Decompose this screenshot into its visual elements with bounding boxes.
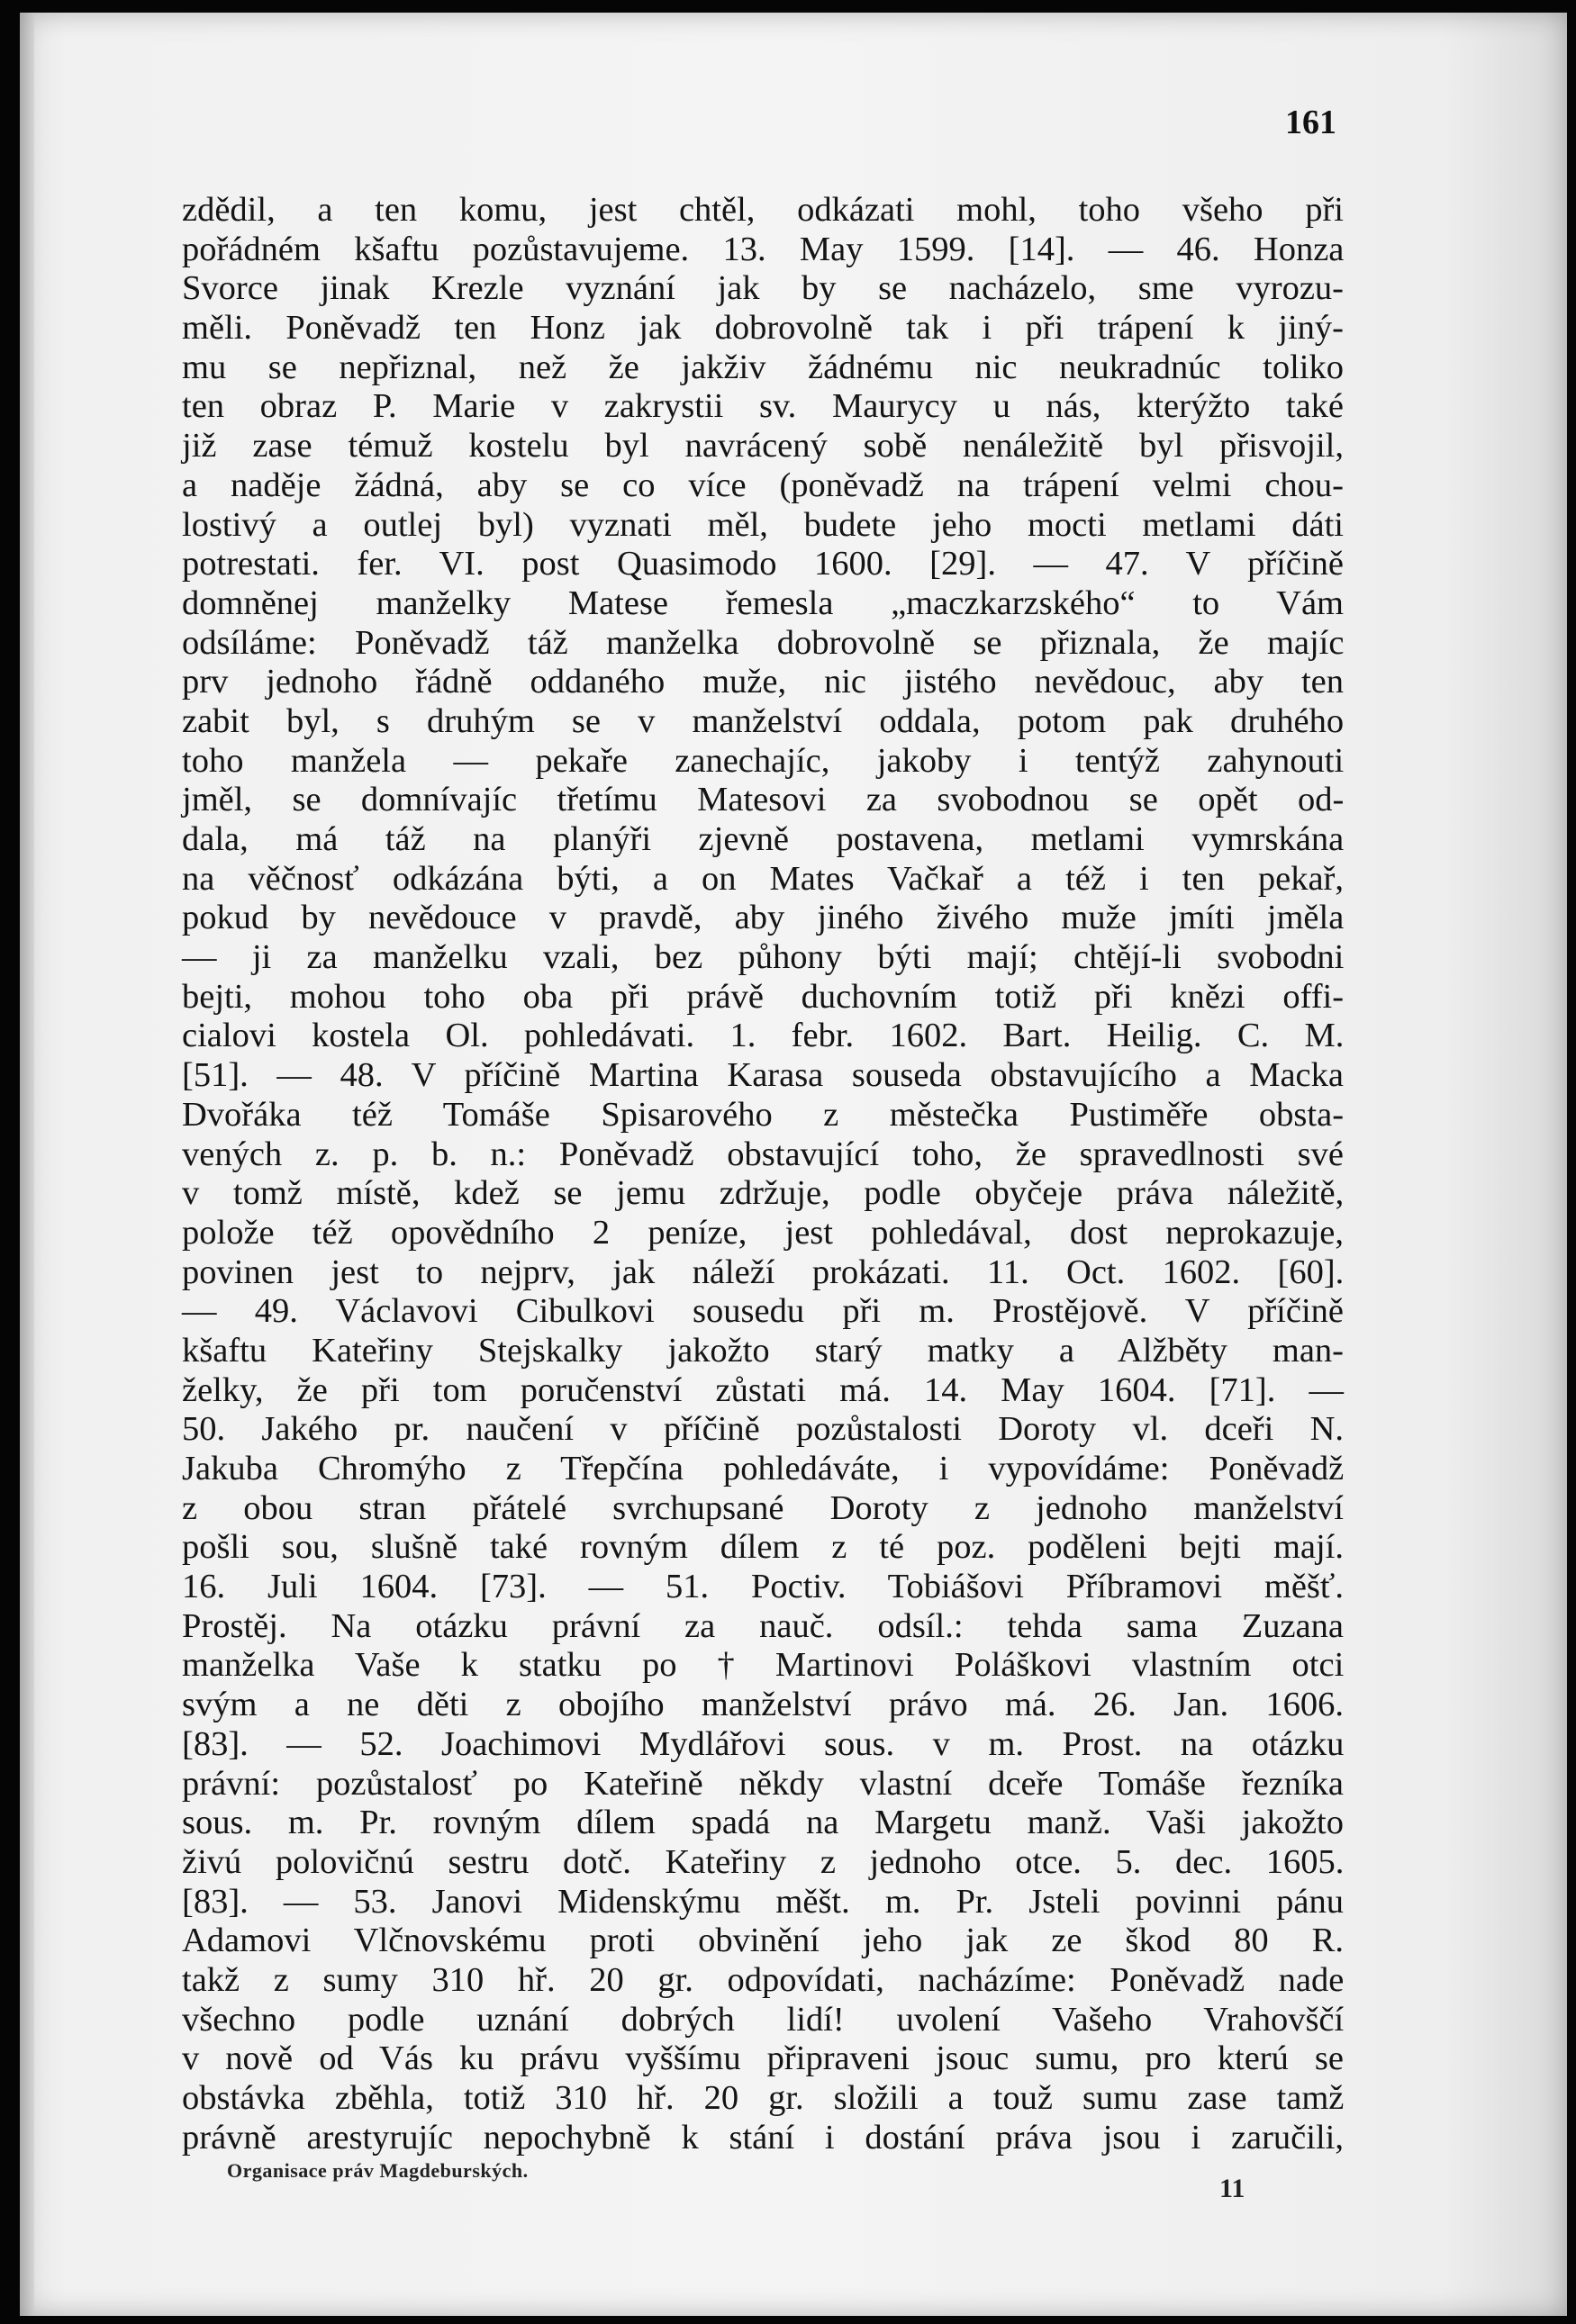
text-line: sous. m. Pr. rovným dílem spadá na Margetu manž. Vaši jakožto [182, 1804, 1344, 1842]
text-line: právní: pozůstalosť po Kateřině někdy vlastní dceře Tomáše řezníka [182, 1764, 1344, 1803]
text-line: všechno podle uznání dobrých lidí! uvolení Vašeho Vrahovščí [182, 2000, 1345, 2039]
text-line: želky, že při tom poručenství zůstati má. 14. May 1604. [71]. — [182, 1370, 1344, 1409]
text-line: na věčnosť odkázána býti, a on Mates Vačkař a též i ten pekař, [182, 859, 1344, 898]
text-line: obstávka zběhla, totiž 310 hř. 20 gr. složili a touž sumu zase tamž [182, 2079, 1345, 2117]
text-line: povinen jest to nejprv, jak náleží prokázati. 11. Oct. 1602. [60]. [182, 1252, 1345, 1291]
text-line: vených z. p. b. n.: Poněvadž obstavující toho, že spravedlnosti své [182, 1135, 1344, 1173]
text-line: — ji za manželku vzali, bez půhony býti mají; chtějí-li svobodni [182, 938, 1345, 977]
text-line: pokud by nevědouce v pravdě, aby jiného živého muže jmíti jměla [182, 899, 1345, 937]
text-line: domněnej manželky Matese řemesla „maczkarzského“ to Vám [182, 583, 1344, 622]
text-line: živú polovičnú sestru dotč. Kateřiny z jednoho otce. 5. dec. 1605. [182, 1842, 1345, 1881]
text-line: z obou stran přátelé svrchupsané Doroty z jednoho manželství [182, 1488, 1344, 1527]
text-line: Adamovi Vlčnovskému proti obvinění jeho jak ze škod 80 R. [182, 1922, 1344, 1960]
text-line: svým a ne děti z obojího manželství právo má. 26. Jan. 1606. [182, 1686, 1344, 1724]
body-text [182, 191, 1344, 2157]
text-line: manželka Vaše k statku po † Martinovi Poláškovi vlastním otci [182, 1646, 1345, 1685]
text-line: a naděje žádná, aby se co více (poněvadž na trápení velmi chou- [182, 466, 1344, 504]
text-line: Svorce jinak Krezle vyznání jak by se nacházelo, sme vyrozu- [182, 269, 1344, 308]
text-line: odsíláme: Poněvadž táž manželka dobrovolně se přiznala, že majíc [182, 623, 1345, 662]
text-line: lostivý a outlej byl) vyznati měl, budete jeho mocti metlami dáti [182, 505, 1345, 544]
text-line: mu se nepřiznal, než že jakživ žádnému nic neukradnúc toliko [182, 348, 1344, 386]
text-line: ten obraz P. Marie v zakrystii sv. Maurycy u nás, kterýžto také [182, 387, 1344, 426]
text-line: Jakuba Chromýho z Třepčína pohledáváte, i vypovídáme: Poněvadž [182, 1450, 1345, 1488]
text-line: [83]. — 53. Janovi Midenskýmu měšt. m. Pr. Jsteli povinni pánu [182, 1882, 1344, 1921]
text-line: kšaftu Kateřiny Stejskalky jakožto starý matky a Alžběty man- [182, 1331, 1344, 1370]
text-line: takž z sumy 310 hř. 20 gr. odpovídati, nacházíme: Poněvadž nade [182, 1960, 1345, 1999]
text-line: — 49. Václavovi Cibulkovi sousedu při m. Prostějově. V příčině [182, 1292, 1344, 1331]
page-edge-shadow [20, 13, 34, 2316]
text-line: [83]. — 52. Joachimovi Mydlářovi sous. v m. Prost. na otázku [182, 1724, 1345, 1763]
text-line: již zase témuž kostelu byl navrácený sobě nenáležitě byl přisvojil, [182, 427, 1344, 466]
text-line: dala, má táž na planýři zjevně postavena, metlami vymrskána [182, 820, 1345, 858]
text-line: zabit byl, s druhým se v manželství oddala, potom pak druhého [182, 701, 1345, 740]
text-line: potrestati. fer. VI. post Quasimodo 1600. [29]. — 47. V příčině [182, 545, 1344, 583]
text-line: měli. Poněvadž ten Honz jak dobrovolně tak i při trápení k jiný- [182, 309, 1344, 348]
text-line: [51]. — 48. V příčině Martina Karasa souseda obstavujícího a Macka [182, 1056, 1344, 1095]
text-line: právně arestyrujíc nepochybně k stání i dostání práva jsou i zaručili, [182, 2118, 1344, 2157]
text-line: toho manžela — pekaře zanechajíc, jakoby i tentýž zahynouti [182, 741, 1345, 780]
running-footer: Organisace práv Magdeburských. [227, 2159, 529, 2182]
text-line: Prostěj. Na otázku právní za nauč. odsíl.: tehda sama Zuzana [182, 1606, 1344, 1645]
signature-mark: 11 [1219, 2174, 1245, 2203]
text-line: v tomž místě, kdež se jemu zdržuje, podle obyčeje práva náležitě, [182, 1174, 1345, 1213]
text-line: cialovi kostela Ol. pohledávati. 1. febr. 1602. Bart. Heilig. C. M. [182, 1017, 1345, 1055]
text-line: zdědil, a ten komu, jest chtěl, odkázati mohl, toho všeho při [182, 191, 1344, 229]
text-line: jměl, se domnívajíc třetímu Matesovi za svobodnou se opět od- [182, 781, 1345, 819]
text-line: pořádném kšaftu pozůstavujeme. 13. May 1599. [14]. — 46. Honza [182, 230, 1345, 268]
text-line: v nově od Vás ku právu vyššímu připraveni jsouc sumu, pro kterú se [182, 2039, 1344, 2078]
text-line: polože též opovědního 2 peníze, jest pohledával, dost neprokazuje, [182, 1213, 1344, 1252]
text-line: Dvořáka též Tomáše Spisarového z městečka Pustiměře obsta- [182, 1095, 1345, 1134]
page-number: 161 [1285, 104, 1336, 141]
text-line: prv jednoho řádně oddaného muže, nic jistého nevědouc, aby ten [182, 663, 1344, 701]
text-line: pošli sou, slušně také rovným dílem z té poz. poděleni bejti mají. [182, 1528, 1344, 1567]
text-line: 50. Jakého pr. naučení v příčině pozůstalosti Doroty vl. dceři N. [182, 1410, 1344, 1449]
book-page [20, 13, 1567, 2316]
text-line: bejti, mohou toho oba při právě duchovním totiž při knězi offi- [182, 977, 1345, 1016]
text-line: 16. Juli 1604. [73]. — 51. Poctiv. Tobiášovi Příbramovi měšť. [182, 1568, 1344, 1606]
